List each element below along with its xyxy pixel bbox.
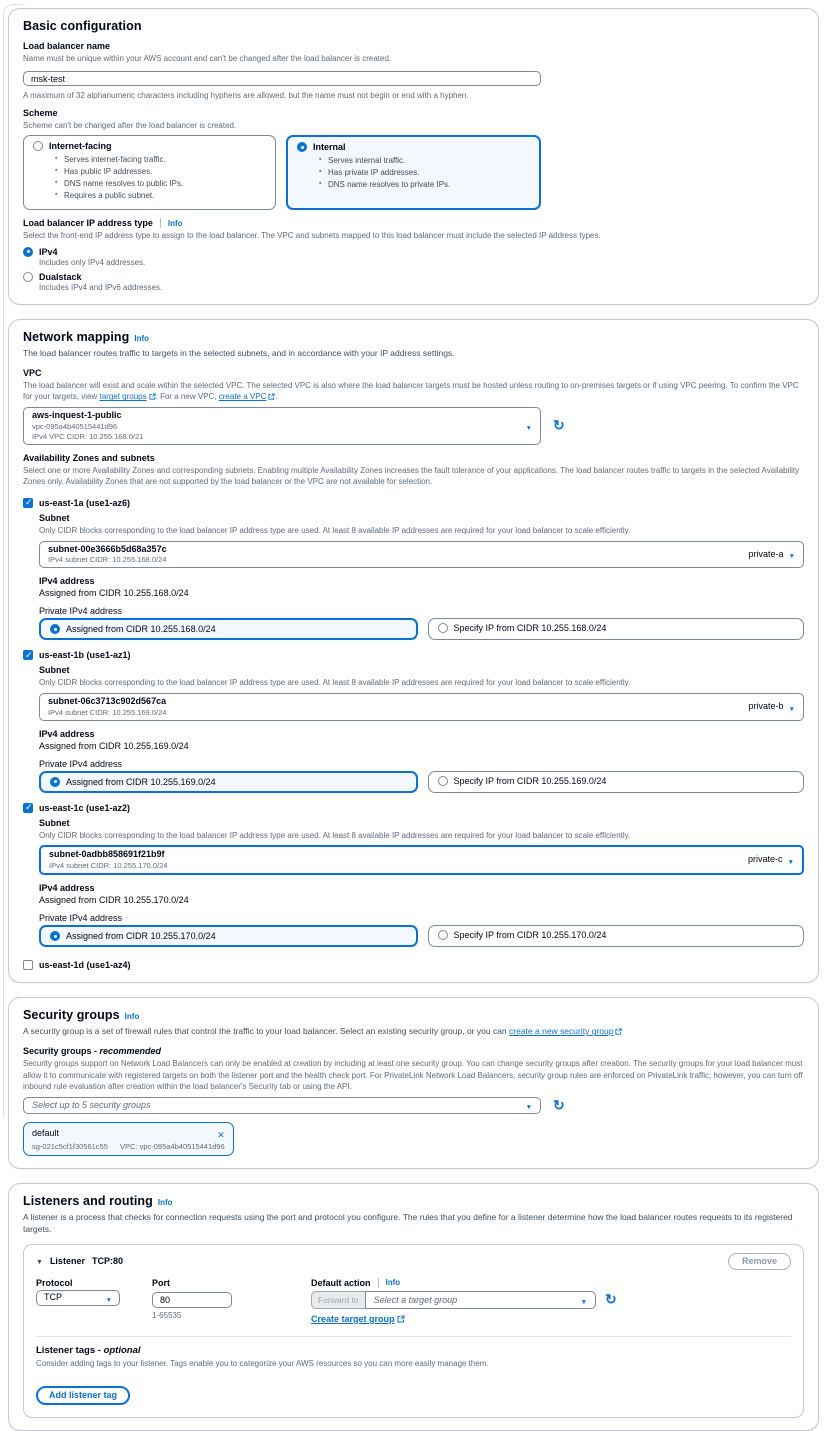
- external-link-icon: [397, 1315, 405, 1323]
- specify-ip-radio[interactable]: [438, 623, 448, 633]
- security-groups-refresh-button[interactable]: [551, 1097, 567, 1114]
- vpc-select[interactable]: [23, 407, 541, 445]
- ip-address-type-group: [23, 218, 804, 292]
- subnet-cidr: IPv4 subnet CIDR: 10.255.170.0/24: [49, 861, 168, 871]
- network-mapping-card: [8, 319, 819, 983]
- us-east-1a-label: us-east-1a (use1-az6): [39, 497, 131, 508]
- chevron-down-icon: [789, 545, 795, 563]
- subnet-select-us-east-1b[interactable]: [39, 693, 804, 721]
- assigned-cidr-radio[interactable]: [50, 931, 60, 941]
- subnet-select-us-east-1a[interactable]: [39, 541, 804, 569]
- target-groups-link[interactable]: target groups: [99, 392, 147, 402]
- ipv4-radio[interactable]: [23, 247, 33, 257]
- private-ipv4-label: Private IPv4 address: [39, 913, 123, 924]
- subnet-id: subnet-0adbb858691f21b9f: [49, 849, 165, 860]
- subnet-id: subnet-00e3666b5d68a357c: [48, 543, 167, 554]
- listener-tags-optional: optional: [103, 1344, 141, 1356]
- vpc-group: [23, 368, 804, 445]
- vpc-desc-text: . For a new VPC,: [155, 392, 219, 402]
- us-east-1c-label: us-east-1c (use1-az2): [39, 802, 131, 813]
- bullet: ▪ Has private IP addresses.: [319, 167, 530, 179]
- security-groups-title: Security groups: [23, 1008, 120, 1023]
- listener-label: Listener: [49, 1256, 85, 1267]
- listeners-routing-desc: A listener is a process that checks for connection requests using the port and protocol you configure. The rules that you define for a listener determine how the load balancer routes requests to its registered targets.: [23, 1211, 793, 1234]
- create-vpc-link[interactable]: create a VPC: [218, 392, 267, 402]
- assigned-cidr-option-us-east-1b[interactable]: [39, 771, 418, 793]
- az-checkbox-row-us-east-1c[interactable]: [23, 803, 804, 813]
- ipv4-label: IPv4: [39, 246, 58, 257]
- specify-ip-option-us-east-1a[interactable]: [428, 618, 805, 640]
- subnet-tag: private-c: [748, 854, 783, 865]
- subnet-label: Subnet: [39, 665, 70, 676]
- remove-listener-button[interactable]: Remove: [728, 1253, 791, 1270]
- token-vpc: VPC: vpc-095a4b40515441d96: [119, 1141, 225, 1151]
- assigned-cidr-option-us-east-1a[interactable]: [39, 618, 418, 640]
- vpc-select-cidr: IPv4 VPC CIDR: 10.255.168.0/21: [32, 431, 144, 441]
- az-subnets-desc: Select one or more Availability Zones and corresponding subnets. Enabling multiple Availability Zones increases the fault tolerance of your applications. The load balancer routes traffic to targets in the selected Availability Zones only. Availability Zones that are not supported by the load balancer or the VPC are not available for selection.: [23, 465, 800, 487]
- specify-ip-radio[interactable]: [438, 930, 448, 940]
- scheme-group: [23, 108, 804, 211]
- security-groups-recommended: recommended: [99, 1046, 162, 1057]
- listeners-routing-info-link[interactable]: Info: [157, 1197, 173, 1207]
- network-mapping-info-link[interactable]: Info: [134, 333, 150, 343]
- target-group-select[interactable]: [365, 1291, 596, 1309]
- ipv4-address-value: Assigned from CIDR 10.255.169.0/24: [39, 740, 189, 751]
- ipv4-address-value: Assigned from CIDR 10.255.168.0/24: [39, 588, 189, 599]
- basic-configuration-card: [8, 8, 819, 305]
- dualstack-radio-option[interactable]: [23, 272, 804, 282]
- security-groups-card: [8, 997, 819, 1169]
- load-balancer-name-constraint: A maximum of 32 alphanumeric characters including hyphens are allowed, but the name must not begin or end with a hyphen.: [23, 90, 469, 100]
- dualstack-desc: Includes IPv4 and IPv6 addresses.: [39, 282, 163, 292]
- bullet: ▪ Has public IP addresses.: [55, 166, 266, 178]
- vpc-select-name: aws-inquest-1-public: [32, 409, 122, 420]
- chevron-down-icon: [789, 698, 795, 716]
- az-checkbox-row-us-east-1a[interactable]: [23, 498, 804, 508]
- vpc-desc-text: The load balancer will exist and scale within the selected VPC. The selected VPC is also where the load balancer targets must be hosted unless routing to on-premises targets or if using VPC peering. To confirm the VPC for your targets, view: [23, 380, 799, 402]
- us-east-1b-label: us-east-1b (use1-az1): [39, 650, 131, 661]
- subnet-cidr: IPv4 subnet CIDR: 10.255.168.0/24: [48, 555, 167, 565]
- specify-ip-label: Specify IP from CIDR 10.255.168.0/24: [453, 623, 607, 634]
- subnet-tag: private-b: [748, 701, 784, 712]
- us-east-1b-checkbox[interactable]: [23, 650, 33, 660]
- listener-divider: [36, 1336, 791, 1337]
- port-label: Port: [152, 1277, 170, 1288]
- default-action-info-link[interactable]: Info: [385, 1278, 401, 1288]
- scheme-label: Scheme: [23, 107, 58, 118]
- security-groups-info-link[interactable]: Info: [124, 1012, 140, 1022]
- scheme-option-internal[interactable]: [286, 135, 541, 210]
- scheme-desc: Scheme can't be changed after the load balancer is created.: [23, 120, 237, 130]
- chevron-down-icon: [106, 1289, 112, 1307]
- security-groups-desc: [23, 1026, 804, 1038]
- security-groups-select-group: [23, 1046, 804, 1156]
- ip-address-type-desc: Select the front-end IP address type to assign to the load balancer. The VPC and subnets mapped to this load balancer must include the selected IP address types.: [23, 231, 601, 241]
- load-balancer-name-input[interactable]: [23, 71, 541, 86]
- assigned-cidr-label: Assigned from CIDR 10.255.168.0/24: [66, 624, 216, 635]
- dualstack-radio[interactable]: [23, 272, 33, 282]
- default-action-column: [311, 1278, 791, 1324]
- target-group-placeholder: Select a target group: [373, 1294, 458, 1305]
- create-target-group-link[interactable]: Create target group: [311, 1313, 395, 1324]
- listener-item: [23, 1244, 804, 1418]
- internal-bullets: [319, 155, 530, 191]
- load-balancer-name-desc: Name must be unique within your AWS account and can't be changed after the load balancer is created.: [23, 54, 392, 63]
- subnet-select-us-east-1c[interactable]: [39, 845, 804, 875]
- collapse-icon[interactable]: [36, 1256, 43, 1266]
- subnet-label: Subnet: [39, 512, 70, 523]
- token-name: default: [32, 1128, 60, 1139]
- subnet-id: subnet-06c3713c902d567ca: [48, 695, 167, 706]
- assigned-cidr-radio[interactable]: [50, 624, 60, 634]
- us-east-1c-body: [39, 818, 804, 947]
- subnet-tag: private-a: [748, 548, 784, 559]
- protocol-select[interactable]: [36, 1290, 120, 1306]
- internet-facing-label: Internet-facing: [49, 141, 112, 152]
- listener-tags-label: Listener tags -: [36, 1344, 104, 1356]
- security-groups-placeholder: Select up to 5 security groups: [32, 1100, 151, 1111]
- subnet-desc: Only CIDR blocks corresponding to the load balancer IP address type are used. At least 8 available IP addresses are required for your load balancer to scale efficiently.: [39, 830, 631, 840]
- az-subnets-group: [23, 453, 804, 970]
- chevron-down-icon: [581, 1291, 587, 1309]
- internal-radio[interactable]: [297, 142, 307, 152]
- az-checkbox-row-us-east-1d[interactable]: [23, 960, 804, 970]
- us-east-1d-label: us-east-1d (use1-az4): [39, 960, 131, 971]
- network-mapping-desc: The load balancer routes traffic to targets in the selected subnets, and in accordance with your IP address settings.: [23, 347, 455, 358]
- specify-ip-option-us-east-1b[interactable]: [428, 771, 805, 793]
- label-divider: [378, 1278, 379, 1288]
- basic-configuration-title: Basic configuration: [23, 19, 142, 33]
- security-groups-select[interactable]: [23, 1097, 541, 1114]
- specify-ip-label: Specify IP from CIDR 10.255.170.0/24: [453, 930, 607, 941]
- target-group-refresh-button[interactable]: [603, 1291, 619, 1308]
- label-divider: [160, 218, 161, 228]
- listeners-routing-title: Listeners and routing: [23, 1193, 153, 1208]
- external-link-icon: [615, 1028, 622, 1035]
- port-input[interactable]: [152, 1292, 232, 1308]
- ipv4-address-value: Assigned from CIDR 10.255.170.0/24: [39, 895, 189, 906]
- us-east-1a-checkbox[interactable]: [23, 498, 33, 508]
- ip-address-type-info-link[interactable]: Info: [167, 218, 183, 228]
- external-link-icon: [149, 393, 156, 400]
- token-close-icon[interactable]: [217, 1126, 225, 1141]
- ipv4-desc: Includes only IPv4 addresses.: [39, 257, 146, 267]
- bullet: ▪ DNS name resolves to private IPs.: [319, 179, 530, 191]
- az-checkbox-row-us-east-1b[interactable]: [23, 650, 804, 660]
- us-east-1d-checkbox[interactable]: [23, 960, 33, 970]
- network-mapping-title: Network mapping: [23, 329, 130, 344]
- listener-value: TCP:80: [91, 1256, 123, 1267]
- subnet-cidr: IPv4 subnet CIDR: 10.255.169.0/24: [48, 707, 167, 717]
- ip-address-type-label: Load balancer IP address type: [23, 218, 153, 229]
- scheme-option-internet-facing[interactable]: [23, 135, 276, 210]
- us-east-1b-body: [39, 665, 804, 792]
- bullet: ▪ Serves internal traffic.: [319, 155, 530, 167]
- internet-facing-radio[interactable]: [33, 141, 43, 151]
- token-sg-id: sg-021c5cf1f30561c55: [32, 1141, 108, 1151]
- chevron-down-icon: [788, 851, 794, 869]
- az-subnets-label: Availability Zones and subnets: [23, 452, 155, 463]
- bullet: ▪ Requires a public subnet.: [55, 190, 266, 202]
- port-column: [152, 1278, 311, 1320]
- dualstack-label: Dualstack: [39, 271, 82, 282]
- subnet-desc: Only CIDR blocks corresponding to the load balancer IP address type are used. At least 8 available IP addresses are required for your load balancer to scale efficiently.: [39, 525, 631, 535]
- chevron-down-icon: [526, 1096, 532, 1114]
- protocol-label: Protocol: [36, 1277, 73, 1288]
- vpc-refresh-button[interactable]: [551, 417, 567, 434]
- internet-facing-bullets: [55, 154, 266, 202]
- listeners-routing-card: [8, 1183, 819, 1431]
- port-range-hint: 1-65535: [152, 1310, 182, 1320]
- specify-ip-label: Specify IP from CIDR 10.255.169.0/24: [453, 775, 607, 786]
- listener-tags-desc: Consider adding tags to your listener. Tags enable you to categorize your AWS resources so you can more easily manage them.: [36, 1358, 489, 1368]
- assigned-cidr-label: Assigned from CIDR 10.255.169.0/24: [66, 776, 216, 787]
- add-listener-tag-button[interactable]: Add listener tag: [36, 1386, 130, 1405]
- security-groups-field-label: Security groups -: [23, 1046, 100, 1057]
- chevron-down-icon: [526, 417, 532, 435]
- protocol-column: [36, 1278, 152, 1306]
- security-group-token-default: [23, 1122, 234, 1156]
- us-east-1c-checkbox[interactable]: [23, 803, 33, 813]
- vpc-desc: [23, 380, 804, 403]
- bullet: ▪ Serves internet-facing traffic.: [55, 154, 266, 166]
- private-ipv4-label: Private IPv4 address: [39, 758, 123, 769]
- vpc-label: VPC: [23, 367, 42, 378]
- assigned-cidr-radio[interactable]: [50, 777, 60, 787]
- assigned-cidr-label: Assigned from CIDR 10.255.170.0/24: [66, 931, 216, 942]
- ipv4-address-label: IPv4 address: [39, 576, 95, 587]
- specify-ip-radio[interactable]: [438, 776, 448, 786]
- us-east-1a-body: [39, 513, 804, 640]
- ipv4-address-label: IPv4 address: [39, 728, 95, 739]
- ipv4-address-label: IPv4 address: [39, 883, 95, 894]
- vpc-select-id: vpc-095a4b40515441d96: [32, 421, 118, 431]
- subnet-desc: Only CIDR blocks corresponding to the load balancer IP address type are used. At least 8 available IP addresses are required for your load balancer to scale efficiently.: [39, 678, 631, 688]
- forward-to-addon: Forward to: [311, 1291, 365, 1309]
- vpc-desc-text: .: [275, 392, 278, 402]
- specify-ip-option-us-east-1c[interactable]: [428, 925, 805, 947]
- security-groups-field-desc: Security groups support on Network Load Balancers can only be enabled at creation by including at least one security group. You can change security groups after creation. The security groups for your load balancer must allow it to communicate with registered targets on both the listener port and the health check port. For PrivateLink Network Load Balancers, security group rules are enforced on PrivateLink traffic; however, you can turn off inbound rule evaluation after creation within the load balancer's Security tab or using the API.: [23, 1059, 803, 1092]
- security-groups-desc-text: A security group is a set of firewall rules that control the traffic to your load balancer. Select an existing security group, or you can: [23, 1026, 510, 1037]
- private-ipv4-label: Private IPv4 address: [39, 606, 123, 617]
- ipv4-radio-option[interactable]: [23, 247, 804, 257]
- load-balancer-name-label: Load balancer name: [23, 41, 111, 51]
- load-balancer-name-group: [23, 41, 804, 100]
- assigned-cidr-option-us-east-1c[interactable]: [39, 925, 418, 947]
- protocol-value: TCP: [44, 1291, 62, 1302]
- bullet: ▪ DNS name resolves to public IPs.: [55, 178, 266, 190]
- create-security-group-link[interactable]: create a new security group: [509, 1026, 614, 1037]
- default-action-label: Default action: [311, 1277, 371, 1288]
- internal-label: Internal: [313, 142, 346, 153]
- subnet-label: Subnet: [39, 817, 70, 828]
